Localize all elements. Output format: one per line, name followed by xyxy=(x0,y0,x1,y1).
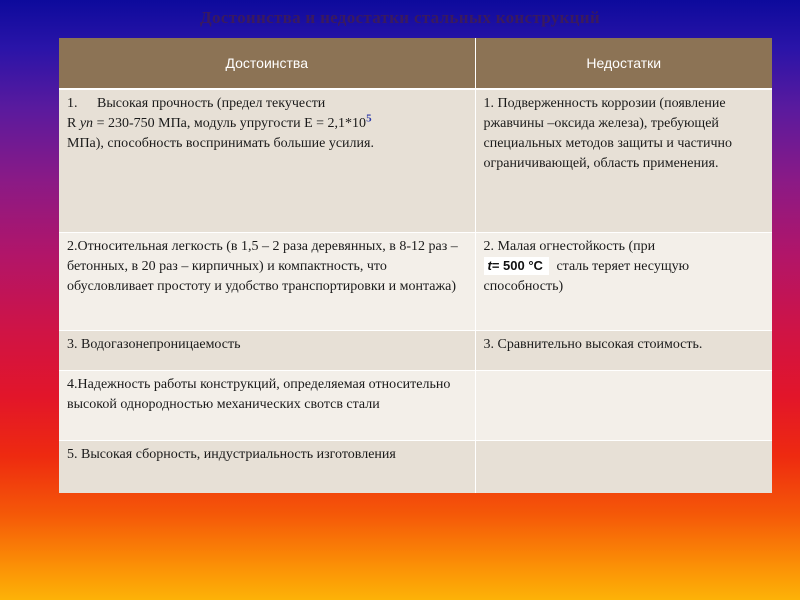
advantage-cell: 5. Высокая сборность, индустриальность изготовления xyxy=(59,440,475,493)
advantage-text: = 230-750 МПа, модуль упругости Е = 2,1*10 xyxy=(93,116,367,131)
disadvantage-cell xyxy=(475,370,772,440)
disadvantage-cell: 1. Подверженность коррозии (появление ржавчины –оксида железа), требующей специальных методов защиты и частично ограничивающей, область применения. xyxy=(475,89,772,232)
list-number: 1. xyxy=(67,96,78,111)
slide-title: Достоинства и недостатки стальных конструкций xyxy=(200,8,600,27)
table-header-row xyxy=(59,38,772,89)
disadvantage-cell xyxy=(475,440,772,493)
disadvantage-cell: 3. Сравнительно высокая стоимость. xyxy=(475,331,772,370)
table-row xyxy=(59,89,772,232)
advantage-cell: 2.Относительная легкость (в 1,5 – 2 раза деревянных, в 8-12 раз – бетонных, в 20 раз – кирпичных) и компактность, что обусловливает простоту и удобство транспортировки и монтажа) xyxy=(59,232,475,331)
advantage-cell: 4.Надежность работы конструкций, определяемая относительно высокой однородностью механических свотсв стали xyxy=(59,370,475,440)
disadvantage-text: сталь теряет несущую способность) xyxy=(483,258,690,294)
exponent: 5 xyxy=(366,112,372,125)
temperature-var: t xyxy=(487,257,492,273)
table-row xyxy=(59,232,772,331)
temperature-value: = 500 °C xyxy=(491,257,543,273)
temperature-formula xyxy=(484,257,549,275)
table-row xyxy=(59,370,772,440)
advantage-cell: 3. Водогазонепроницаемость xyxy=(59,331,475,370)
header-advantages: Достоинства xyxy=(59,38,475,89)
r-subscript: уп xyxy=(79,116,94,131)
comparison-table-grid xyxy=(59,38,772,493)
header-disadvantages: Недостатки xyxy=(475,38,772,89)
advantage-line xyxy=(67,114,469,134)
advantage-cell xyxy=(59,89,475,232)
advantage-line: МПа), способность воспринимать большие усилия. xyxy=(67,136,374,151)
disadvantage-cell xyxy=(475,232,772,331)
advantage-text: Высокая прочность (предел текучести xyxy=(97,96,326,111)
disadvantage-text: 2. Малая огнестойкость (при xyxy=(483,238,656,254)
table-row xyxy=(59,440,772,493)
table-row xyxy=(59,331,772,370)
comparison-table xyxy=(59,38,772,493)
r-label: R xyxy=(67,116,77,131)
advantage-line xyxy=(67,94,469,114)
